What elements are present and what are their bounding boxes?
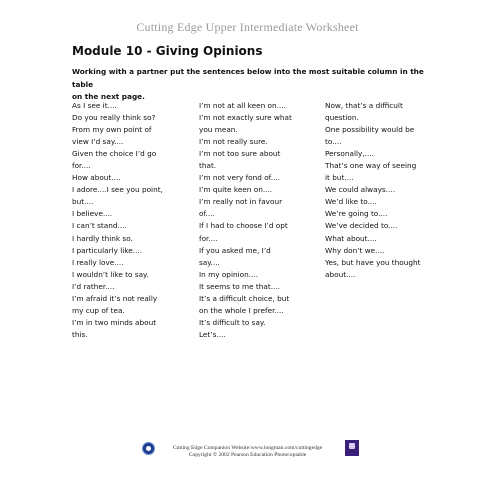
phrase-line: to....	[325, 137, 342, 147]
phrase-line: In my opinion....	[199, 269, 258, 279]
phrase-column-1	[72, 100, 163, 341]
phrase-line: Do you really think so?	[72, 113, 156, 123]
phrase-line: I’m really not in favour	[199, 197, 283, 207]
footer-copyright-line: Copyright © 2002 Pearson Education Photocopiable	[188, 452, 307, 458]
phrase-line: about....	[325, 269, 356, 279]
phrase-line: for....	[199, 233, 218, 243]
phrase-line: that.	[199, 161, 217, 171]
phrase-line: I’m not very fond of....	[199, 173, 281, 183]
phrase-line: As I see it....	[72, 101, 117, 110]
worksheet-header: Cutting Edge Upper Intermediate Worksheet	[136, 20, 359, 34]
phrase-line: you mean.	[199, 125, 238, 135]
phrase-line: We’d like to....	[325, 197, 377, 207]
phrase-line: for....	[72, 161, 91, 171]
phrase-line: I’m in two minds about	[72, 317, 157, 327]
instructions-line: Working with a partner put the sentences below into the most suitable column in the table	[72, 67, 424, 89]
instructions	[72, 66, 432, 104]
phrase-line: I’m not exactly sure what	[199, 113, 292, 123]
phrase-line: We could always....	[325, 185, 396, 195]
phrase-line: on the whole I prefer....	[199, 305, 284, 315]
phrase-line: One possibility would be	[325, 125, 415, 135]
phrase-column-2	[199, 100, 292, 341]
phrase-line: That’s one way of seeing	[325, 161, 417, 171]
phrase-line: I particularly like....	[72, 245, 143, 255]
phrase-line: I’m quite keen on....	[199, 185, 273, 195]
phrase-line: of....	[199, 209, 215, 219]
phrase-line: Personally,....	[325, 149, 374, 159]
page-title: Module 10 - Giving Opinions	[72, 44, 263, 58]
phrase-line: What about....	[325, 233, 377, 243]
phrase-line: It seems to me that....	[199, 281, 280, 291]
phrase-line: How about....	[72, 173, 121, 183]
phrase-line: I’m not at all keen on....	[199, 101, 286, 110]
phrase-line: it but....	[325, 173, 354, 183]
phrase-line: question.	[325, 113, 359, 123]
phrase-line: It’s a difficult choice, but	[199, 293, 290, 303]
phrase-line: my cup of tea.	[72, 305, 125, 315]
phrase-line: From my own point of	[72, 125, 152, 135]
phrase-line: I believe....	[72, 209, 113, 219]
phrase-line: I adore....I see you point,	[72, 185, 163, 195]
phrase-line: say....	[199, 257, 220, 267]
phrase-line: but....	[72, 197, 94, 207]
phrase-line: Why don’t we....	[325, 245, 385, 255]
phrase-line: view I’d say....	[72, 137, 124, 147]
phrase-line: Let’s....	[199, 329, 226, 339]
phrase-line: If you asked me, I’d	[199, 245, 271, 255]
phrase-line: We’re going to....	[325, 209, 388, 219]
phrase-line: We’ve decided to....	[325, 221, 398, 231]
phrase-line: I’m not too sure about	[199, 149, 281, 159]
instructions-line: on the next page.	[72, 92, 145, 101]
phrase-line: If I had to choose I’d opt	[199, 221, 288, 231]
phrase-line: Given the choice I’d go	[72, 149, 157, 159]
footer	[0, 445, 495, 459]
footer-website-line: Cutting Edge Companion Website:www.longman.com/cuttingedge	[172, 445, 323, 451]
phrase-line: I wouldn’t like to say.	[72, 269, 149, 279]
phrase-line: this.	[72, 329, 88, 339]
phrase-line: I hardly think so.	[72, 233, 133, 243]
phrase-line: Now, that’s a difficult	[325, 101, 403, 110]
phrase-line: I’m not really sure.	[199, 137, 268, 147]
phrase-line: I’m afraid it’s not really	[72, 293, 158, 303]
phrase-line: It’s difficult to say.	[199, 317, 266, 327]
phrase-column-3	[325, 100, 421, 281]
phrase-line: I’d rather....	[72, 281, 115, 291]
phrase-line: I can’t stand....	[72, 221, 127, 231]
phrase-line: Yes, but have you thought	[325, 257, 421, 267]
phrase-line: I really love....	[72, 257, 124, 267]
